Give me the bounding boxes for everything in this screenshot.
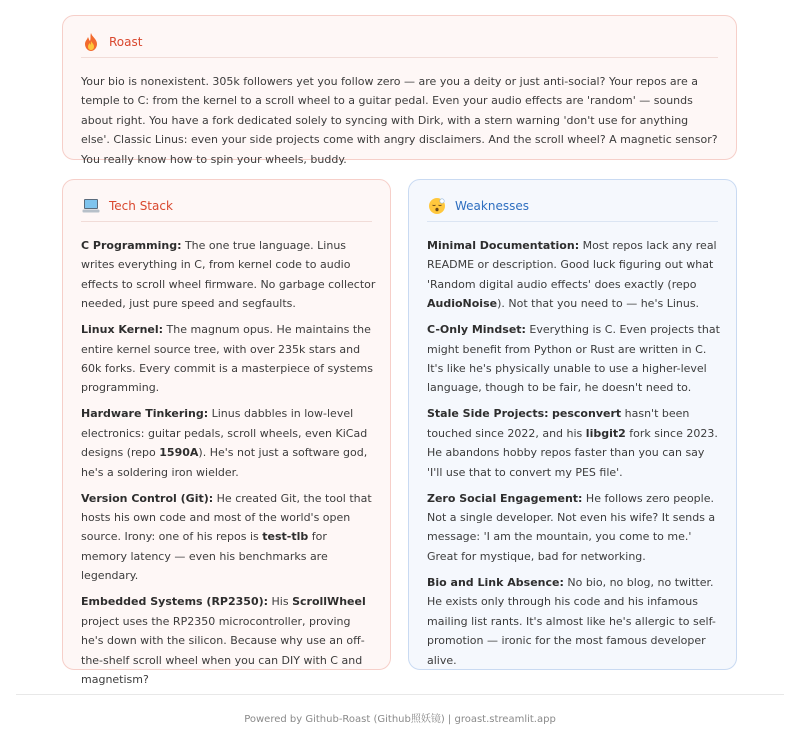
list-item bbox=[81, 236, 376, 314]
roast-text: Your bio is nonexistent. 305k followers yet you follow zero — are you a deity or just anti-social? Your repos are a temple to C: from the kernel to a scroll wheel to a guitar pedal. Even your audio effects are 'random' — sounds about right. You have a fork dedicated solely to syncing with Dirk, with a stern warning 'don't use for anything else'. Classic Linus: even your side projects come with angry disclaimers. And the scroll wheel? A magnetic sensor? You really know how to spin your wheels, buddy. bbox=[81, 75, 718, 166]
repo-name: AudioNoise bbox=[427, 297, 498, 311]
tech-stack-list bbox=[81, 236, 376, 696]
weaknesses-title: Weaknesses bbox=[455, 198, 529, 213]
list-item bbox=[81, 592, 376, 689]
item-text: hasn't been touched since 2022, and his bbox=[427, 407, 690, 440]
item-text: He follows zero people. Not a single developer. Not even his wife? It sends a message: 'I am the mountain, you come to me.' Great for mystique, bad for networking. bbox=[427, 491, 716, 563]
item-text: The one true language. Linus writes everything in C, from kernel code to audio effects to scroll wheel firmware. No garbage collector needed, just pure speed and segfaults. bbox=[81, 239, 376, 311]
footer-text: Powered by Github-Roast (Github照妖镜) | groast.streamlit.app bbox=[244, 714, 556, 725]
repo-name: ScrollWheel bbox=[292, 595, 366, 609]
tech-stack-title: Tech Stack bbox=[109, 198, 173, 213]
fire-icon bbox=[81, 32, 101, 52]
item-text: fork since 2023. He abandons hobby repos faster than you can say 'I'll use that to convert my PES file'. bbox=[427, 426, 718, 479]
item-text: Everything is C. Even projects that might benefit from Python or Rust are written in C. It's like he's physically unable to use a higher-level language, though to be fair, he doesn't need to. bbox=[427, 323, 720, 395]
weaknesses-list bbox=[427, 236, 722, 677]
weaknesses-header bbox=[427, 196, 718, 222]
repo-name: test-tlb bbox=[262, 530, 309, 544]
item-label: Stale Side Projects: bbox=[427, 407, 549, 421]
list-item bbox=[427, 573, 722, 670]
weaknesses-card bbox=[408, 179, 737, 670]
item-text: for memory latency — even his benchmarks are legendary. bbox=[81, 530, 328, 583]
roast-card bbox=[62, 15, 737, 166]
tech-stack-header bbox=[81, 196, 372, 222]
tech-stack-card bbox=[62, 179, 391, 686]
list-item bbox=[427, 236, 722, 314]
item-label: C-Only Mindset: bbox=[427, 323, 526, 337]
list-item bbox=[81, 320, 376, 398]
list-item bbox=[427, 404, 722, 482]
item-text: ). He's not just a software god, he's a soldering iron wielder. bbox=[81, 446, 368, 479]
roast-title: Roast bbox=[109, 34, 143, 49]
item-label: Bio and Link Absence: bbox=[427, 575, 564, 589]
item-label: Zero Social Engagement: bbox=[427, 491, 583, 505]
item-label: Version Control (Git): bbox=[81, 491, 214, 505]
item-label: Linux Kernel: bbox=[81, 323, 164, 337]
item-text: The magnum opus. He maintains the entire kernel source tree, with over 235k stars and 60k forks. Every commit is a masterpiece of systems programming. bbox=[81, 323, 373, 395]
repo-name: pesconvert bbox=[552, 407, 622, 421]
item-label: Embedded Systems (RP2350): bbox=[81, 595, 269, 609]
item-label: Minimal Documentation: bbox=[427, 239, 580, 252]
sleepy-face-icon bbox=[427, 196, 447, 216]
item-text: His bbox=[268, 595, 293, 609]
item-text: Linus dabbles in low-level electronics: guitar pedals, scroll wheels, even KiCad designs (repo bbox=[81, 407, 368, 460]
item-text: No bio, no blog, no twitter. He exists only through his code and his infamous mailing list rants. It's almost like he's allergic to self-promotion — ironic for the most famous developer alive. bbox=[427, 575, 716, 667]
repo-name: 1590A bbox=[159, 446, 199, 460]
list-item bbox=[427, 320, 722, 398]
laptop-icon bbox=[81, 196, 101, 216]
list-item bbox=[81, 404, 376, 482]
item-text: Most repos lack any real README or description. Good luck figuring out what 'Random digital audio effects' does exactly (repo bbox=[427, 239, 717, 291]
repo-name: libgit2 bbox=[585, 426, 626, 440]
footer-divider bbox=[16, 694, 784, 695]
item-label: C Programming: bbox=[81, 239, 182, 252]
roast-header bbox=[81, 32, 718, 58]
list-item bbox=[427, 489, 722, 567]
item-label: Hardware Tinkering: bbox=[81, 407, 209, 421]
item-text: ). Not that you need to — he's Linus. bbox=[497, 297, 700, 311]
item-text: He created Git, the tool that hosts his own code and most of the world's open source. Irony: one of his repos is bbox=[81, 491, 372, 544]
item-text: project uses the RP2350 microcontroller, proving he's down with the silicon. Because why use an off-the-shelf scroll wheel when you can DIY with C and magnetism? bbox=[81, 614, 365, 686]
list-item bbox=[81, 489, 376, 586]
